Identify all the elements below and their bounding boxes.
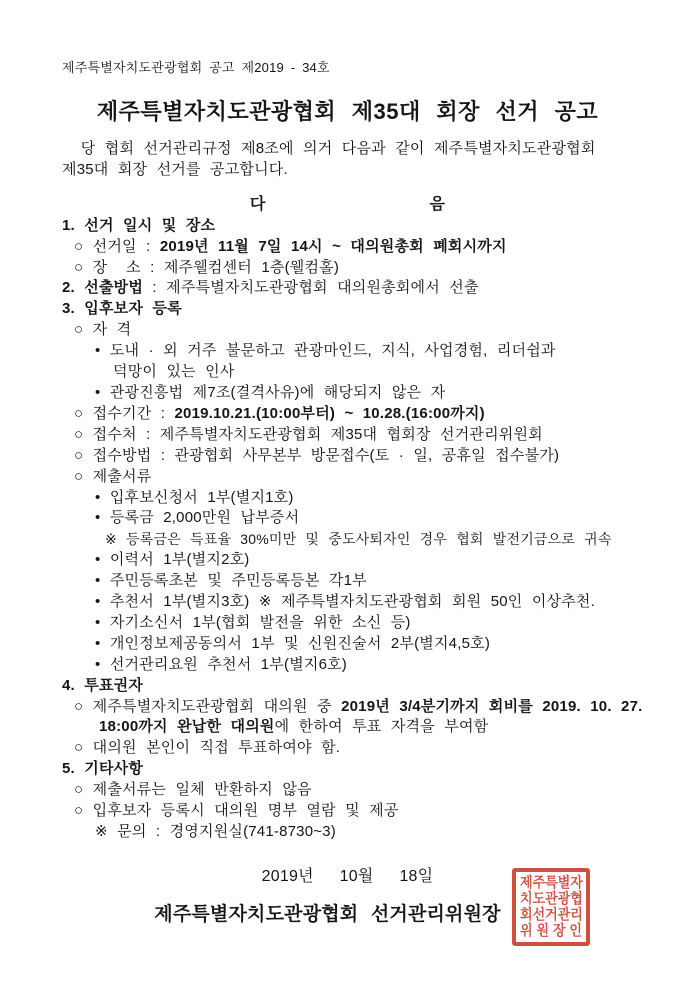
document-item: • 개인정보제공동의서 1부 및 신원진술서 2부(별지4,5호) xyxy=(95,634,491,652)
intro-paragraph xyxy=(0,139,695,181)
election-day-value: 2019년 11월 7일 14시 ~ 대의원총회 폐회시까지 xyxy=(159,237,507,255)
voter-line-2-rest: 에 한하여 투표 자격을 부여함 xyxy=(274,718,489,736)
document-item: • 입후보신청서 1부(별지1호) xyxy=(95,488,294,506)
intro-line-1: 당 협회 선거관리규정 제8조에 의거 다음과 같이 제주특별자치도관광협회 xyxy=(62,140,596,157)
section-2-value: : 제주특별자치도관광협회 대의원총회에서 선출 xyxy=(143,279,479,297)
document-item: • 선거관리요원 추천서 1부(별지6호) xyxy=(95,655,347,673)
venue-line: ○ 장 소 : 제주웰컴센터 1층(웰컴홀) xyxy=(74,258,340,276)
section-2-line xyxy=(0,278,695,299)
qualification-item-2: • 관광진흥법 제7조(결격사유)에 해당되지 않은 자 xyxy=(95,383,446,401)
election-day-line xyxy=(0,237,695,258)
document-item: • 추천서 1부(별지3호) ※ 제주특별자치도관광협회 회원 50인 이상추천. xyxy=(95,593,595,611)
issuer-name: 제주특별자치도관광협회 선거관리위원장 xyxy=(154,903,501,925)
contact-note: ※ 문의 : 경영지원실(741-8730~3) xyxy=(95,823,336,840)
application-period-line xyxy=(0,404,695,425)
voter-line-2-bold: 18:00까지 완납한 대의원 xyxy=(99,718,275,736)
intro-line-2: 제35대 회장 선거를 공고합니다. xyxy=(62,160,288,178)
seal-text-row: 제 주 특 별 자 xyxy=(520,874,583,891)
section-4-heading: 4. 투표권자 xyxy=(62,676,144,694)
voter-line-1-bold: 2019년 3/4분기까지 회비를 2019. 10. 27. xyxy=(341,697,643,715)
voter-line-2 xyxy=(0,717,695,738)
qualification-item-1: • 도내 · 외 거주 불문하고 관광마인드, 지식, 사업경험, 리더쉽과 xyxy=(95,342,556,360)
deposit-note: ※ 등록금은 득표율 30%미만 및 중도사퇴자인 경우 협회 발전기금으로 귀속 xyxy=(105,531,612,548)
document-title: 제주특별자치도관광협회 제35대 회장 선거 공고 xyxy=(96,99,599,124)
document-item: • 자기소신서 1부(협회 발전을 위한 소신 등) xyxy=(95,613,411,631)
election-day-label: ○ 선거일 : xyxy=(74,237,160,255)
application-period-label: ○ 접수기간 : xyxy=(74,404,175,422)
notice-number: 제주특별자치도관광협회 공고 제2019 - 34호 xyxy=(62,60,330,75)
qualification-label: ○ 자 격 xyxy=(74,321,132,339)
daum-divider-heading: 다 음 xyxy=(249,195,446,213)
section-1-heading: 1. 선거 일시 및 장소 xyxy=(62,216,216,234)
section-5-heading: 5. 기타사항 xyxy=(62,760,144,778)
seal-text-row: 치 도 관 광 협 xyxy=(520,890,583,907)
official-seal xyxy=(512,868,590,946)
application-method-line: ○ 접수방법 : 관광협회 사무본부 방문접수(토 · 일, 공휴일 접수불가) xyxy=(74,446,560,464)
application-period-value: 2019.10.21.(10:00부터) ~ 10.28.(16:00까지) xyxy=(174,404,485,422)
seal-text-row: 위 원 장 인 xyxy=(520,922,582,939)
voter-line-3: ○ 대의원 본인이 직접 투표하여야 함. xyxy=(74,739,341,757)
document-item: • 이력서 1부(별지2호) xyxy=(95,551,250,569)
section-2-heading: 2. 선출방법 xyxy=(62,279,144,297)
voter-line-1-prefix: ○ 제주특별자치도관광협회 대의원 중 xyxy=(74,697,342,715)
etc-item-2: ○ 입후보자 등록시 대의원 명부 열람 및 제공 xyxy=(74,802,399,820)
qualification-item-1-cont: 덕망이 있는 인사 xyxy=(113,363,235,381)
documents-label: ○ 제출서류 xyxy=(74,467,152,485)
section-3-heading: 3. 입후보자 등록 xyxy=(62,300,182,318)
voter-line-1 xyxy=(0,697,695,718)
etc-item-1: ○ 제출서류는 일체 반환하지 않음 xyxy=(74,781,312,799)
document-item: • 등록금 2,000만원 납부증서 xyxy=(95,509,300,527)
issue-date: 2019년 10월 18일 xyxy=(261,867,434,885)
document-item: • 주민등록초본 및 주민등록등본 각1부 xyxy=(95,572,367,590)
application-office-line: ○ 접수처 : 제주특별자치도관광협회 제35대 협회장 선거관리위원회 xyxy=(74,425,543,443)
seal-text-row: 회 선 거 관 리 xyxy=(520,906,583,923)
